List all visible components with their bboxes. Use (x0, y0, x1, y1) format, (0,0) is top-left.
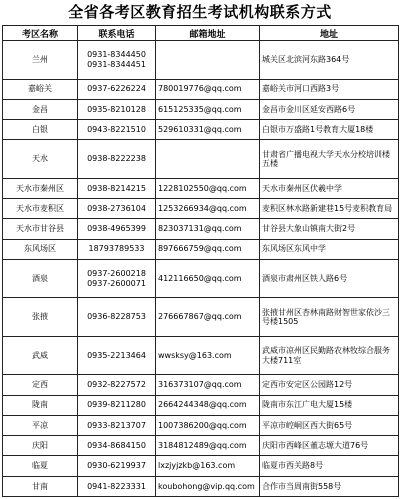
address-cell: 酒泉市肃州区铁人路6号 (260, 259, 399, 298)
table-row (3, 199, 399, 219)
phone-cell (78, 476, 156, 496)
phone-number: 0936-8228753 (87, 312, 146, 322)
table-row (3, 456, 399, 476)
address-cell: 东风场区东风中学 (260, 239, 399, 259)
region-name-cell: 白银 (3, 120, 78, 140)
email-cell: 823037131@qq.com (156, 219, 260, 239)
phone-cell (78, 178, 156, 198)
email-cell: 897666759@qq.com (156, 239, 260, 259)
address-cell: 庆阳市西峰区董志塬大道76号 (260, 436, 399, 456)
phone-cell (78, 140, 156, 179)
table-row (3, 259, 399, 298)
phone-cell (78, 436, 156, 456)
phone-number: 0938-8222238 (87, 154, 146, 164)
email-cell: 1007386200@qq.com (156, 415, 260, 435)
address-cell: 张掖甘州区杏林南路财智世家依沙三号楼1505 (260, 298, 399, 337)
phone-cell (78, 298, 156, 337)
page-title: 全省各考区教育招生考试机构联系方式 (68, 3, 332, 21)
phone-number: 0934-8684150 (87, 440, 146, 450)
table-row (3, 178, 399, 198)
region-name-cell: 平凉 (3, 415, 78, 435)
address-cell: 陇南市东江广电大厦15楼 (260, 395, 399, 415)
table-row (3, 436, 399, 456)
address-cell: 甘肃省广播电视大学天水分校培训楼五楼 (260, 140, 399, 179)
email-cell (156, 41, 260, 80)
phone-number: 0938-4965399 (87, 224, 146, 234)
address-cell: 城关区北滨河东路364号 (260, 41, 399, 80)
phone-number: 0937-6226224 (87, 84, 146, 94)
phone-cell (78, 239, 156, 259)
phone-number: 0933-8213707 (87, 420, 146, 430)
phone-number: 0930-6219937 (87, 461, 146, 471)
address-cell: 白银市万盛路1号教育大厦18楼 (260, 120, 399, 140)
phone-number: 0941-8223331 (87, 481, 146, 491)
region-name-cell: 天水市麦积区 (3, 199, 78, 219)
phone-cell (78, 375, 156, 395)
address-cell: 天水市秦州区伏羲中学 (260, 178, 399, 198)
contacts-table (2, 25, 399, 497)
region-name-cell: 东风场区 (3, 239, 78, 259)
region-name-cell: 甘南 (3, 476, 78, 496)
email-cell: 3184812489@qq.com (156, 436, 260, 456)
email-cell: 1253266934@qq.com (156, 199, 260, 219)
address-cell: 麦积区林水路新建巷15号麦积教育局 (260, 199, 399, 219)
table-row (3, 120, 399, 140)
email-cell: 615125335@qq.com (156, 99, 260, 119)
region-name-cell: 临夏 (3, 456, 78, 476)
table-row (3, 415, 399, 435)
phone-number: 0938-8214215 (87, 183, 146, 193)
phone-number: 0935-2213464 (87, 350, 146, 360)
region-name-cell: 天水市秦州区 (3, 178, 78, 198)
region-name-cell: 定西 (3, 375, 78, 395)
phone-number: 18793789533 (88, 244, 145, 254)
table-row (3, 375, 399, 395)
email-cell: 316373107@qq.com (156, 375, 260, 395)
column-header-phone: 联系电话 (78, 26, 156, 41)
address-cell: 平凉市崆峒区西大街65号 (260, 415, 399, 435)
phone-number: 0938-2736104 (87, 203, 146, 213)
address-cell: 临夏市西关路8号 (260, 456, 399, 476)
phone-cell (78, 199, 156, 219)
table-row (3, 219, 399, 239)
table-row (3, 336, 399, 375)
table-row (3, 99, 399, 119)
region-name-cell: 天水 (3, 140, 78, 179)
region-name-cell: 武威 (3, 336, 78, 375)
region-name-cell: 兰州 (3, 41, 78, 80)
table-row (3, 395, 399, 415)
email-cell (156, 140, 260, 179)
table-row (3, 79, 399, 99)
address-cell: 合作市当周南街558号 (260, 476, 399, 496)
region-name-cell: 庆阳 (3, 436, 78, 456)
phone-cell (78, 41, 156, 80)
email-cell: 780019776@qq.com (156, 79, 260, 99)
phone-number: 0937-2600218 (87, 269, 146, 278)
email-cell: 529610331@qq.com (156, 120, 260, 140)
region-name-cell: 嘉峪关 (3, 79, 78, 99)
table-row (3, 140, 399, 179)
phone-cell (78, 99, 156, 119)
region-name-cell: 陇南 (3, 395, 78, 415)
column-header-email: 邮箱地址 (156, 26, 260, 41)
table-row (3, 239, 399, 259)
email-cell: 412116650@qq.com (156, 259, 260, 298)
phone-number: 0931-8344450 (87, 50, 146, 60)
phone-cell (78, 395, 156, 415)
phone-cell (78, 219, 156, 239)
phone-number: 0937-2600071 (87, 278, 146, 288)
phone-number: 0932-8227572 (87, 380, 146, 390)
region-name-cell: 金昌 (3, 99, 78, 119)
table-row (3, 476, 399, 496)
phone-cell (78, 259, 156, 298)
address-cell: 定西市安定区公园路12号 (260, 375, 399, 395)
phone-number: 0939-8211280 (87, 400, 146, 410)
email-cell: 1228102550@qq.com (156, 178, 260, 198)
phone-cell (78, 79, 156, 99)
email-cell: 2664244348@qq.com (156, 395, 260, 415)
phone-number: 0935-8210128 (87, 104, 146, 114)
address-cell: 金昌市金川区延安西路6号 (260, 99, 399, 119)
phone-cell (78, 415, 156, 435)
email-cell: 276667867@qq.com (156, 298, 260, 337)
phone-cell (78, 456, 156, 476)
table-header-row (3, 26, 399, 41)
table-body (3, 41, 399, 497)
email-cell: lxzjyjzkb@163.com (156, 456, 260, 476)
column-header-address: 地址 (260, 26, 399, 41)
phone-number: 0943-8221510 (87, 124, 146, 134)
region-name-cell: 张掖 (3, 298, 78, 337)
address-cell: 嘉峪关市河口西路3号 (260, 79, 399, 99)
email-cell: koubohong@vip.qq.com (156, 476, 260, 496)
phone-number: 0931-8344451 (87, 59, 146, 69)
address-cell: 武威市凉州区民勤路农林牧综合服务大楼711室 (260, 336, 399, 375)
phone-cell (78, 120, 156, 140)
table-row (3, 298, 399, 337)
phone-cell (78, 336, 156, 375)
email-cell: wwsksy@163.com (156, 336, 260, 375)
table-row (3, 41, 399, 80)
address-cell: 甘谷县大象山镇南大街2号 (260, 219, 399, 239)
region-name-cell: 天水市甘谷县 (3, 219, 78, 239)
region-name-cell: 酒泉 (3, 259, 78, 298)
column-header-region: 考区名称 (3, 26, 78, 41)
